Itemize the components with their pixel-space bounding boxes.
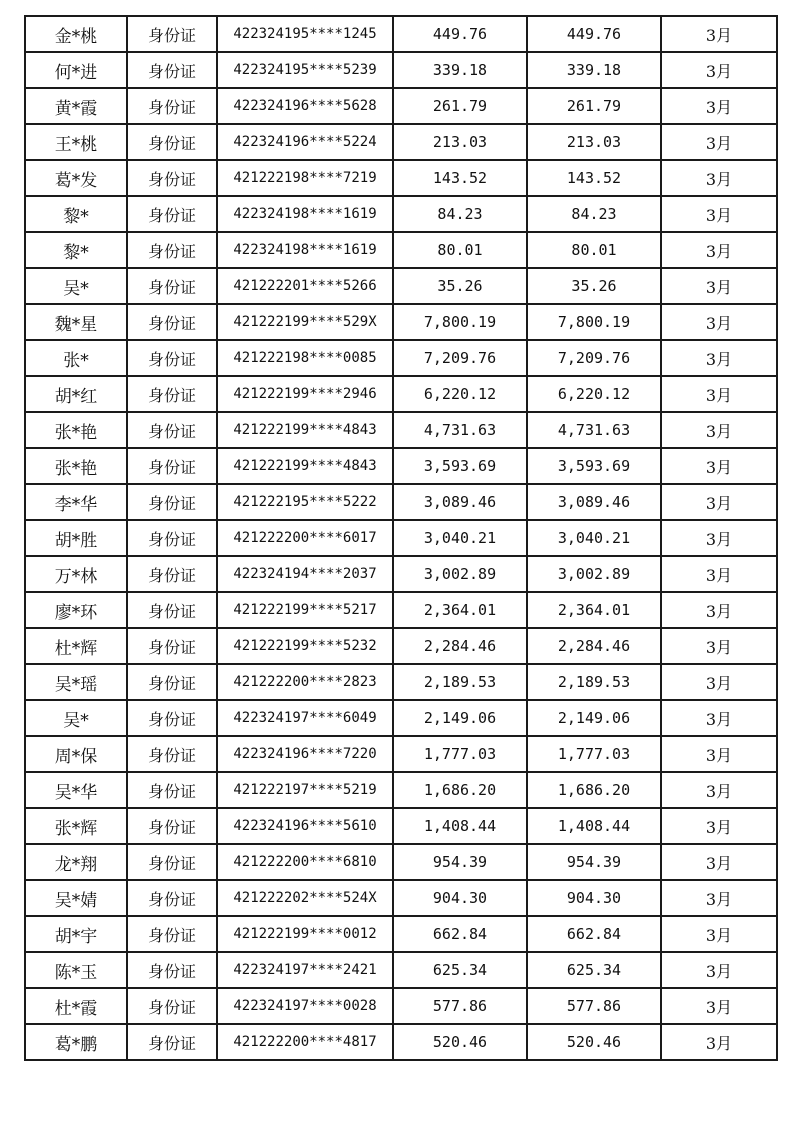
amount-cell: 1,686.20 <box>393 772 527 808</box>
id-number-cell: 422324198****1619 <box>217 232 393 268</box>
month-cell: 3月 <box>661 952 777 988</box>
table-row <box>25 88 777 124</box>
id-type-cell: 身份证 <box>127 232 217 268</box>
table-row <box>25 772 777 808</box>
amount-cell: 84.23 <box>393 196 527 232</box>
table-row <box>25 52 777 88</box>
id-type-cell: 身份证 <box>127 160 217 196</box>
month-cell: 3月 <box>661 628 777 664</box>
table-row <box>25 340 777 376</box>
amount-cell: 904.30 <box>393 880 527 916</box>
name-cell: 周*保 <box>25 736 127 772</box>
amount-paid-cell: 449.76 <box>527 16 661 52</box>
id-type-cell: 身份证 <box>127 556 217 592</box>
month-cell: 3月 <box>661 844 777 880</box>
name-cell: 龙*翔 <box>25 844 127 880</box>
id-number-cell: 422324196****5224 <box>217 124 393 160</box>
amount-cell: 261.79 <box>393 88 527 124</box>
month-cell: 3月 <box>661 412 777 448</box>
id-number-cell: 421222199****5217 <box>217 592 393 628</box>
amount-paid-cell: 2,364.01 <box>527 592 661 628</box>
id-type-cell: 身份证 <box>127 340 217 376</box>
id-number-cell: 421222202****524X <box>217 880 393 916</box>
amount-cell: 3,040.21 <box>393 520 527 556</box>
amount-cell: 577.86 <box>393 988 527 1024</box>
table-row <box>25 304 777 340</box>
amount-cell: 80.01 <box>393 232 527 268</box>
amount-paid-cell: 904.30 <box>527 880 661 916</box>
name-cell: 吴* <box>25 268 127 304</box>
table-row <box>25 520 777 556</box>
table-row <box>25 1024 777 1060</box>
month-cell: 3月 <box>661 484 777 520</box>
month-cell: 3月 <box>661 448 777 484</box>
table-row <box>25 736 777 772</box>
table-row <box>25 484 777 520</box>
month-cell: 3月 <box>661 340 777 376</box>
id-type-cell: 身份证 <box>127 520 217 556</box>
table-row <box>25 628 777 664</box>
name-cell: 李*华 <box>25 484 127 520</box>
amount-paid-cell: 3,593.69 <box>527 448 661 484</box>
id-type-cell: 身份证 <box>127 304 217 340</box>
name-cell: 黎* <box>25 196 127 232</box>
amount-paid-cell: 3,002.89 <box>527 556 661 592</box>
amount-paid-cell: 1,777.03 <box>527 736 661 772</box>
id-type-cell: 身份证 <box>127 16 217 52</box>
amount-cell: 213.03 <box>393 124 527 160</box>
id-number-cell: 422324197****6049 <box>217 700 393 736</box>
amount-paid-cell: 1,686.20 <box>527 772 661 808</box>
table-row <box>25 376 777 412</box>
name-cell: 魏*星 <box>25 304 127 340</box>
name-cell: 王*桃 <box>25 124 127 160</box>
amount-cell: 7,800.19 <box>393 304 527 340</box>
name-cell: 何*进 <box>25 52 127 88</box>
table-row <box>25 988 777 1024</box>
month-cell: 3月 <box>661 52 777 88</box>
name-cell: 张*辉 <box>25 808 127 844</box>
name-cell: 金*桃 <box>25 16 127 52</box>
amount-cell: 520.46 <box>393 1024 527 1060</box>
month-cell: 3月 <box>661 1024 777 1060</box>
name-cell: 葛*鹏 <box>25 1024 127 1060</box>
id-type-cell: 身份证 <box>127 628 217 664</box>
payment-table <box>24 15 778 1061</box>
amount-paid-cell: 2,189.53 <box>527 664 661 700</box>
id-type-cell: 身份证 <box>127 592 217 628</box>
month-cell: 3月 <box>661 196 777 232</box>
id-type-cell: 身份证 <box>127 952 217 988</box>
amount-cell: 4,731.63 <box>393 412 527 448</box>
id-number-cell: 422324196****7220 <box>217 736 393 772</box>
name-cell: 葛*发 <box>25 160 127 196</box>
id-number-cell: 421222200****6810 <box>217 844 393 880</box>
amount-paid-cell: 7,209.76 <box>527 340 661 376</box>
amount-paid-cell: 213.03 <box>527 124 661 160</box>
id-number-cell: 421222197****5219 <box>217 772 393 808</box>
id-number-cell: 422324195****5239 <box>217 52 393 88</box>
table-row <box>25 196 777 232</box>
amount-cell: 2,284.46 <box>393 628 527 664</box>
id-number-cell: 421222199****2946 <box>217 376 393 412</box>
amount-cell: 1,408.44 <box>393 808 527 844</box>
amount-paid-cell: 3,089.46 <box>527 484 661 520</box>
id-type-cell: 身份证 <box>127 880 217 916</box>
id-number-cell: 422324198****1619 <box>217 196 393 232</box>
month-cell: 3月 <box>661 232 777 268</box>
amount-paid-cell: 35.26 <box>527 268 661 304</box>
name-cell: 吴*婧 <box>25 880 127 916</box>
amount-paid-cell: 339.18 <box>527 52 661 88</box>
table-row <box>25 232 777 268</box>
name-cell: 杜*辉 <box>25 628 127 664</box>
month-cell: 3月 <box>661 520 777 556</box>
amount-paid-cell: 80.01 <box>527 232 661 268</box>
name-cell: 吴*瑶 <box>25 664 127 700</box>
id-number-cell: 421222199****0012 <box>217 916 393 952</box>
id-type-cell: 身份证 <box>127 844 217 880</box>
month-cell: 3月 <box>661 916 777 952</box>
amount-paid-cell: 662.84 <box>527 916 661 952</box>
month-cell: 3月 <box>661 88 777 124</box>
amount-paid-cell: 2,149.06 <box>527 700 661 736</box>
amount-cell: 662.84 <box>393 916 527 952</box>
name-cell: 张*艳 <box>25 448 127 484</box>
table-row <box>25 880 777 916</box>
id-number-cell: 422324195****1245 <box>217 16 393 52</box>
id-number-cell: 421222200****6017 <box>217 520 393 556</box>
amount-cell: 3,593.69 <box>393 448 527 484</box>
id-type-cell: 身份证 <box>127 664 217 700</box>
name-cell: 胡*胜 <box>25 520 127 556</box>
id-type-cell: 身份证 <box>127 700 217 736</box>
id-type-cell: 身份证 <box>127 124 217 160</box>
month-cell: 3月 <box>661 556 777 592</box>
month-cell: 3月 <box>661 700 777 736</box>
id-number-cell: 421222198****0085 <box>217 340 393 376</box>
amount-cell: 35.26 <box>393 268 527 304</box>
amount-cell: 6,220.12 <box>393 376 527 412</box>
amount-paid-cell: 261.79 <box>527 88 661 124</box>
month-cell: 3月 <box>661 376 777 412</box>
name-cell: 吴* <box>25 700 127 736</box>
id-type-cell: 身份证 <box>127 52 217 88</box>
id-type-cell: 身份证 <box>127 1024 217 1060</box>
month-cell: 3月 <box>661 988 777 1024</box>
name-cell: 胡*红 <box>25 376 127 412</box>
name-cell: 吴*华 <box>25 772 127 808</box>
amount-cell: 2,189.53 <box>393 664 527 700</box>
id-number-cell: 421222198****7219 <box>217 160 393 196</box>
amount-cell: 3,002.89 <box>393 556 527 592</box>
id-number-cell: 422324197****0028 <box>217 988 393 1024</box>
name-cell: 杜*霞 <box>25 988 127 1024</box>
amount-cell: 449.76 <box>393 16 527 52</box>
name-cell: 张* <box>25 340 127 376</box>
name-cell: 万*林 <box>25 556 127 592</box>
name-cell: 黎* <box>25 232 127 268</box>
month-cell: 3月 <box>661 880 777 916</box>
id-type-cell: 身份证 <box>127 88 217 124</box>
month-cell: 3月 <box>661 304 777 340</box>
amount-paid-cell: 4,731.63 <box>527 412 661 448</box>
id-number-cell: 421222199****5232 <box>217 628 393 664</box>
id-number-cell: 421222199****4843 <box>217 412 393 448</box>
id-type-cell: 身份证 <box>127 772 217 808</box>
table-row <box>25 700 777 736</box>
month-cell: 3月 <box>661 124 777 160</box>
amount-cell: 2,149.06 <box>393 700 527 736</box>
table-row <box>25 412 777 448</box>
amount-paid-cell: 3,040.21 <box>527 520 661 556</box>
month-cell: 3月 <box>661 664 777 700</box>
amount-cell: 7,209.76 <box>393 340 527 376</box>
payment-table-container <box>24 15 778 1061</box>
amount-paid-cell: 2,284.46 <box>527 628 661 664</box>
table-row <box>25 592 777 628</box>
amount-paid-cell: 6,220.12 <box>527 376 661 412</box>
id-type-cell: 身份证 <box>127 916 217 952</box>
id-type-cell: 身份证 <box>127 412 217 448</box>
amount-paid-cell: 1,408.44 <box>527 808 661 844</box>
id-type-cell: 身份证 <box>127 736 217 772</box>
id-type-cell: 身份证 <box>127 268 217 304</box>
table-row <box>25 160 777 196</box>
id-number-cell: 422324196****5628 <box>217 88 393 124</box>
amount-paid-cell: 520.46 <box>527 1024 661 1060</box>
amount-paid-cell: 625.34 <box>527 952 661 988</box>
table-row <box>25 448 777 484</box>
amount-paid-cell: 84.23 <box>527 196 661 232</box>
month-cell: 3月 <box>661 16 777 52</box>
month-cell: 3月 <box>661 772 777 808</box>
table-body <box>25 16 777 1060</box>
id-number-cell: 421222199****529X <box>217 304 393 340</box>
table-row <box>25 916 777 952</box>
name-cell: 胡*宇 <box>25 916 127 952</box>
table-row <box>25 16 777 52</box>
id-number-cell: 421222201****5266 <box>217 268 393 304</box>
month-cell: 3月 <box>661 268 777 304</box>
month-cell: 3月 <box>661 592 777 628</box>
amount-paid-cell: 143.52 <box>527 160 661 196</box>
id-number-cell: 422324197****2421 <box>217 952 393 988</box>
amount-cell: 339.18 <box>393 52 527 88</box>
table-row <box>25 124 777 160</box>
amount-cell: 143.52 <box>393 160 527 196</box>
month-cell: 3月 <box>661 160 777 196</box>
id-number-cell: 421222200****4817 <box>217 1024 393 1060</box>
id-type-cell: 身份证 <box>127 484 217 520</box>
id-type-cell: 身份证 <box>127 376 217 412</box>
id-number-cell: 421222200****2823 <box>217 664 393 700</box>
table-row <box>25 952 777 988</box>
id-number-cell: 422324196****5610 <box>217 808 393 844</box>
id-type-cell: 身份证 <box>127 988 217 1024</box>
amount-cell: 2,364.01 <box>393 592 527 628</box>
table-row <box>25 268 777 304</box>
id-number-cell: 422324194****2037 <box>217 556 393 592</box>
name-cell: 陈*玉 <box>25 952 127 988</box>
amount-cell: 3,089.46 <box>393 484 527 520</box>
amount-cell: 1,777.03 <box>393 736 527 772</box>
amount-paid-cell: 954.39 <box>527 844 661 880</box>
amount-cell: 625.34 <box>393 952 527 988</box>
month-cell: 3月 <box>661 808 777 844</box>
amount-paid-cell: 577.86 <box>527 988 661 1024</box>
table-row <box>25 556 777 592</box>
table-row <box>25 844 777 880</box>
table-row <box>25 808 777 844</box>
month-cell: 3月 <box>661 736 777 772</box>
amount-cell: 954.39 <box>393 844 527 880</box>
amount-paid-cell: 7,800.19 <box>527 304 661 340</box>
id-type-cell: 身份证 <box>127 808 217 844</box>
id-type-cell: 身份证 <box>127 196 217 232</box>
name-cell: 黄*霞 <box>25 88 127 124</box>
id-number-cell: 421222199****4843 <box>217 448 393 484</box>
name-cell: 张*艳 <box>25 412 127 448</box>
id-number-cell: 421222195****5222 <box>217 484 393 520</box>
id-type-cell: 身份证 <box>127 448 217 484</box>
table-row <box>25 664 777 700</box>
name-cell: 廖*环 <box>25 592 127 628</box>
